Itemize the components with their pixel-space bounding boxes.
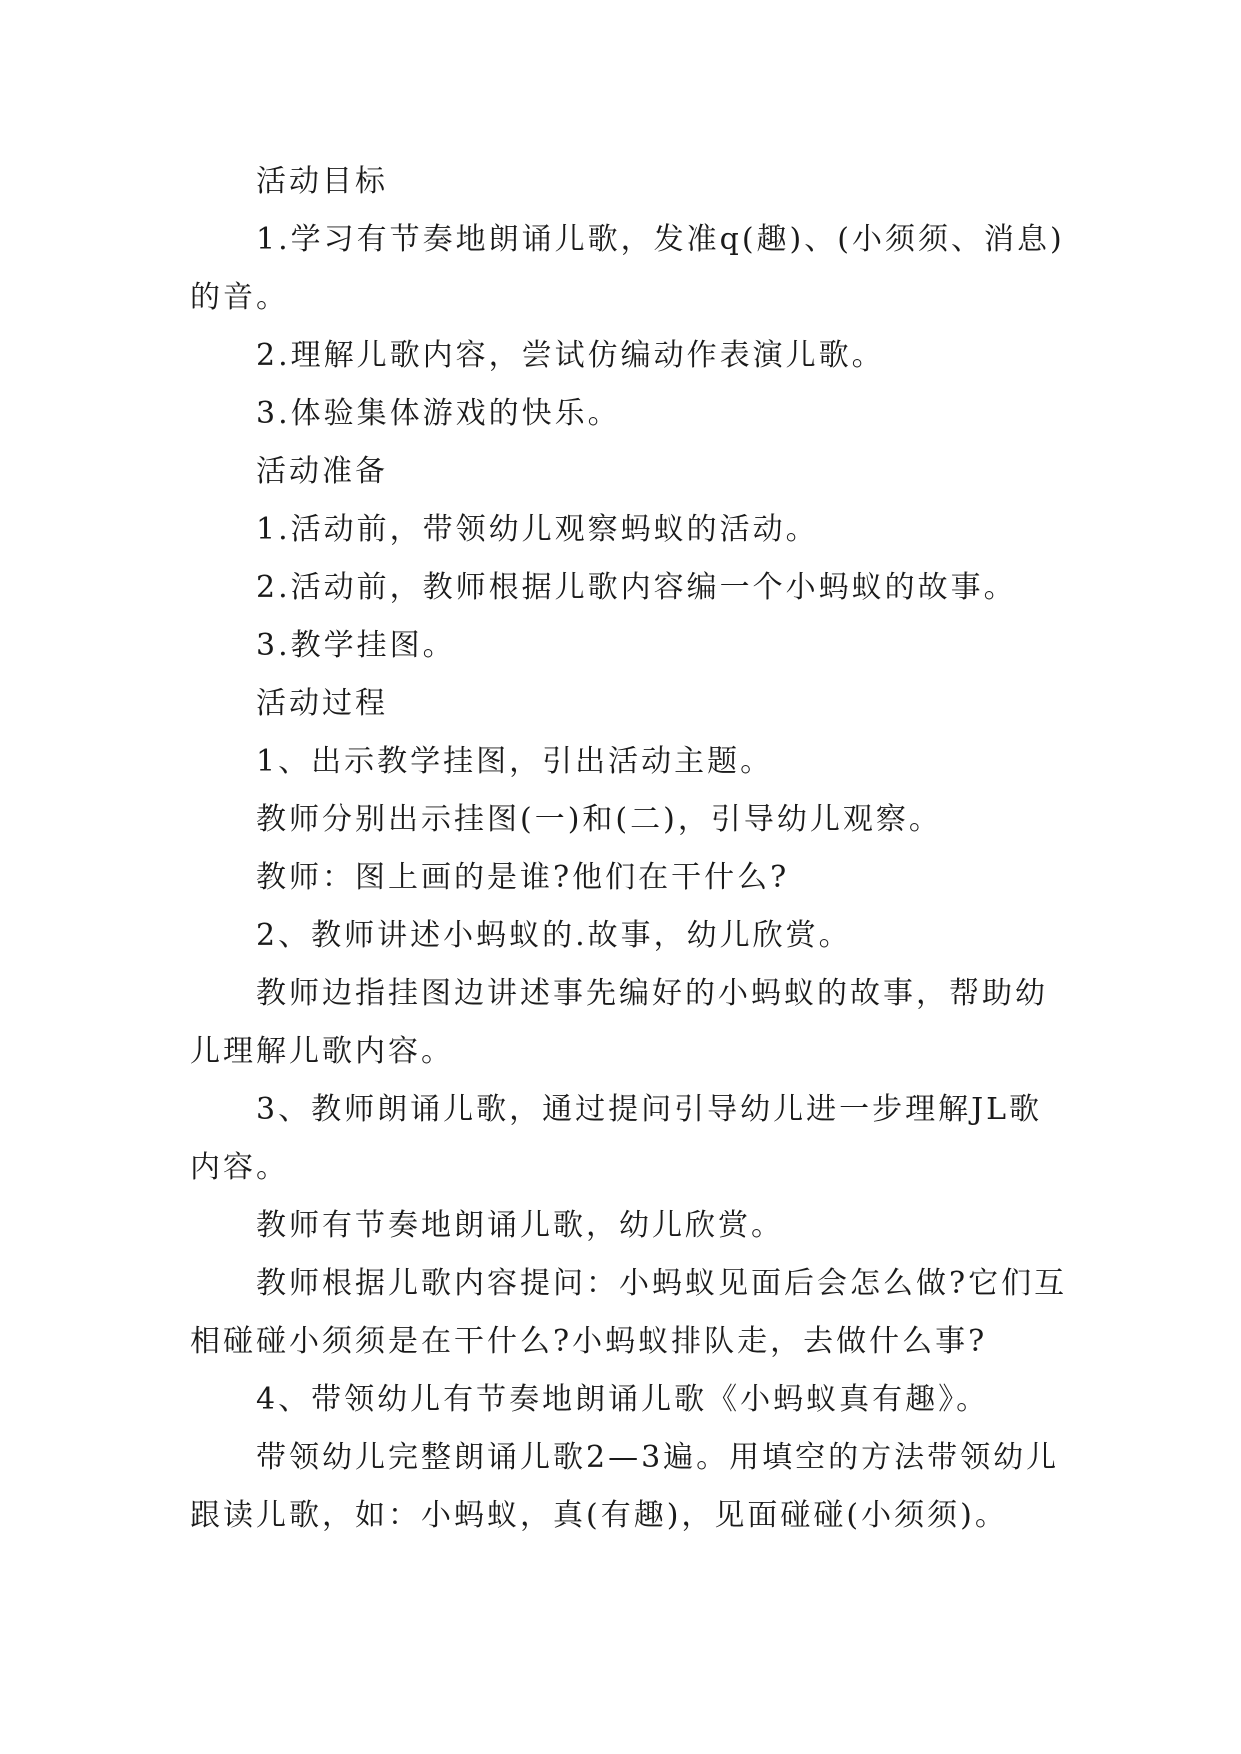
preparation-item-1: 1.活动前，带领幼儿观察蚂蚁的活动。 (256, 512, 819, 547)
goal-item-2: 2.理解儿歌内容，尝试仿编动作表演儿歌。 (256, 338, 885, 373)
section-heading-preparation: 活动准备 (256, 454, 388, 489)
process-step-3: 3、教师朗诵儿歌，通过提问引导幼儿进一步理解JL歌内容。 (190, 1092, 1043, 1185)
preparation-item-3: 3.教学挂图。 (256, 628, 456, 663)
process-paragraph: 教师分别出示挂图(一)和(二)，引导幼儿观察。 (256, 802, 942, 837)
section-heading-goals: 活动目标 (256, 164, 388, 199)
process-paragraph: 教师有节奏地朗诵儿歌，幼儿欣赏。 (256, 1208, 784, 1243)
process-step-1: 1、出示教学挂图，引出活动主题。 (256, 744, 774, 779)
goal-item-1: 1.学习有节奏地朗诵儿歌，发准q(趣)、(小须须、消息)的音。 (190, 222, 1065, 315)
process-paragraph: 教师根据儿歌内容提问：小蚂蚁见面后会怎么做?它们互相碰碰小须须是在干什么?小蚂蚁排队走，去做什么事? (190, 1266, 1068, 1359)
section-heading-process: 活动过程 (256, 686, 388, 721)
process-step-2: 2、教师讲述小蚂蚁的.故事，幼儿欣赏。 (256, 918, 852, 953)
process-paragraph: 带领幼儿完整朗诵儿歌2—3遍。用填空的方法带领幼儿跟读儿歌，如：小蚂蚁，真(有趣)，见面碰碰(小须须)。 (190, 1440, 1060, 1533)
goal-item-3: 3.体验集体游戏的快乐。 (256, 396, 621, 431)
process-step-4: 4、带领幼儿有节奏地朗诵儿歌《小蚂蚁真有趣》。 (256, 1382, 990, 1417)
process-paragraph: 教师：图上画的是谁?他们在干什么? (256, 860, 790, 895)
process-paragraph: 教师边指挂图边讲述事先编好的小蚂蚁的故事，帮助幼儿理解儿歌内容。 (190, 976, 1048, 1069)
preparation-item-2: 2.活动前，教师根据儿歌内容编一个小蚂蚁的故事。 (256, 570, 1017, 605)
document-body (190, 153, 1070, 1545)
